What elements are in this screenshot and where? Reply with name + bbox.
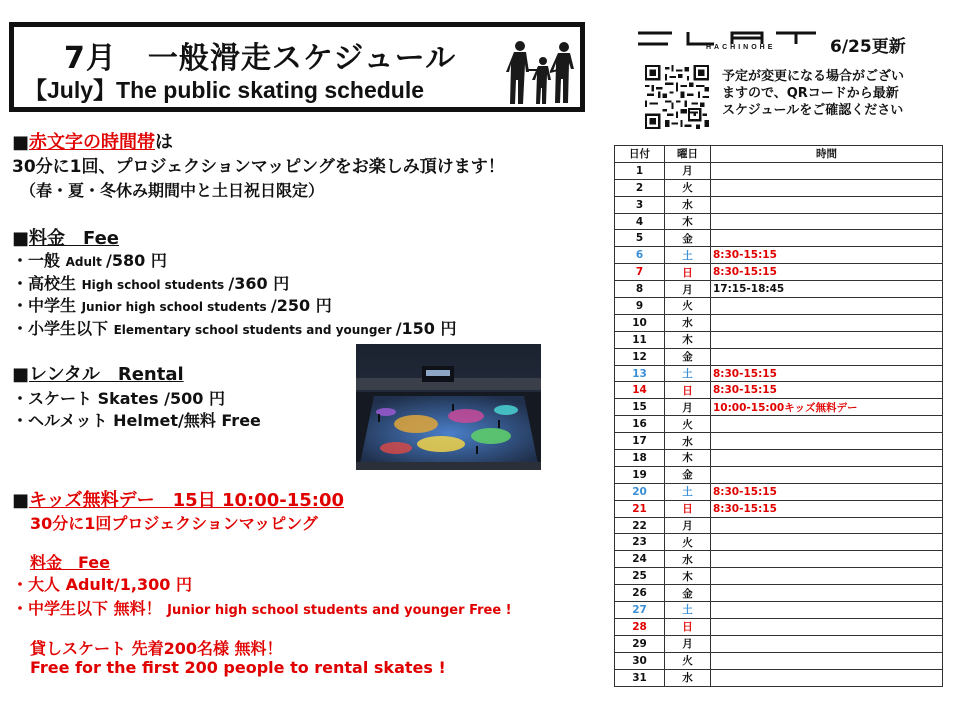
schedule-date: 21 (615, 500, 665, 517)
schedule-date: 17 (615, 433, 665, 450)
title-en: 【July】The public skating schedule (24, 77, 425, 103)
schedule-date: 22 (615, 517, 665, 534)
schedule-day: 日 (665, 264, 711, 281)
schedule-time (711, 162, 943, 179)
projection-line2: （春・夏・冬休み期間中と土日祝日限定） (20, 181, 325, 200)
schedule-time (711, 618, 943, 635)
schedule-date: 12 (615, 348, 665, 365)
schedule-date: 6 (615, 247, 665, 264)
schedule-date: 18 (615, 450, 665, 467)
schedule-time (711, 179, 943, 196)
qr-code-icon[interactable] (645, 65, 709, 129)
schedule-date: 16 (615, 416, 665, 433)
fee-item-en: High school students (81, 278, 229, 292)
kids-sub: 30分に1回プロジェクションマッピング (30, 514, 318, 533)
schedule-day: 火 (665, 179, 711, 196)
schedule-day: 木 (665, 568, 711, 585)
schedule-date: 15 (615, 399, 665, 416)
fee-item-price: /250 円 (270, 296, 332, 315)
updated-date: 6/25更新 (830, 37, 906, 57)
square-bullet: ■ (12, 490, 30, 511)
schedule-day: 金 (665, 230, 711, 247)
schedule-day: 月 (665, 635, 711, 652)
notice-line: 予定が変更になる場合がござい (722, 69, 905, 84)
schedule-row (615, 298, 943, 315)
schedule-row (615, 585, 943, 602)
schedule-row (615, 179, 943, 196)
schedule-row (615, 247, 943, 264)
notice-line: スケジュールをご確認ください (722, 103, 904, 118)
rental-heading (12, 360, 184, 386)
schedule-day: 月 (665, 517, 711, 534)
kids-rental-en: Free for the first 200 people to rental skates ! (30, 658, 446, 677)
rental-item-skates: ・スケート Skates /500 円 (12, 389, 225, 408)
schedule-day: 土 (665, 247, 711, 264)
schedule-date: 9 (615, 298, 665, 315)
kids-fee-free-jp: ・中学生以下 無料！ (12, 599, 168, 618)
kids-fee-free (12, 596, 512, 619)
schedule-time (711, 652, 943, 669)
fee-item-en: Junior high school students (81, 300, 271, 314)
schedule-time (711, 602, 943, 619)
fee-heading-text: 料金 Fee (29, 228, 119, 249)
schedule-day: 月 (665, 281, 711, 298)
header-date: 日付 (615, 146, 665, 163)
schedule-row (615, 399, 943, 416)
fee-item-price: /360 円 (228, 274, 290, 293)
ice-rink-photo (356, 344, 541, 470)
schedule-row (615, 213, 943, 230)
schedule-time (711, 213, 943, 230)
schedule-row (615, 500, 943, 517)
schedule-row (615, 416, 943, 433)
logo-subtitle: HACHINOHE (706, 44, 776, 51)
square-bullet: ■ (12, 364, 30, 385)
fee-item-jp: ・小学生以下 (12, 319, 114, 338)
schedule-day: 日 (665, 618, 711, 635)
rental-item-helmet: ・ヘルメット Helmet/無料 Free (12, 411, 261, 430)
schedule-date: 26 (615, 585, 665, 602)
rental-heading-text: レンタル Rental (29, 364, 184, 385)
schedule-row (615, 331, 943, 348)
schedule-row (615, 433, 943, 450)
fee-item-highschool (12, 271, 289, 294)
schedule-date: 27 (615, 602, 665, 619)
kids-heading-text: キッズ無料デー 15日 10:00-15:00 (29, 490, 345, 511)
schedule-row (615, 450, 943, 467)
schedule-row (615, 568, 943, 585)
schedule-day: 日 (665, 500, 711, 517)
schedule-date: 2 (615, 179, 665, 196)
schedule-date: 29 (615, 635, 665, 652)
schedule-day: 金 (665, 466, 711, 483)
schedule-time: 10:00-15:00キッズ無料デー (711, 399, 943, 416)
schedule-date: 14 (615, 382, 665, 399)
schedule-row (615, 466, 943, 483)
fee-item-jp: ・中学生 (12, 296, 82, 315)
schedule-day: 日 (665, 382, 711, 399)
schedule-row (615, 196, 943, 213)
flat-logo (636, 28, 824, 56)
schedule-day: 木 (665, 331, 711, 348)
kids-heading (12, 486, 344, 512)
schedule-date: 13 (615, 365, 665, 382)
schedule-day: 木 (665, 213, 711, 230)
schedule-date: 20 (615, 483, 665, 500)
schedule-day: 火 (665, 534, 711, 551)
schedule-row (615, 365, 943, 382)
fee-item-juniorhigh (12, 293, 332, 316)
schedule-row (615, 534, 943, 551)
schedule-time: 8:30-15:15 (711, 483, 943, 500)
schedule-time (711, 230, 943, 247)
title-box (9, 22, 585, 112)
schedule-date: 10 (615, 314, 665, 331)
schedule-day: 火 (665, 416, 711, 433)
schedule-time: 8:30-15:15 (711, 247, 943, 264)
schedule-row (615, 348, 943, 365)
fee-item-elementary (12, 316, 457, 339)
schedule-date: 3 (615, 196, 665, 213)
schedule-day: 木 (665, 450, 711, 467)
schedule-day: 金 (665, 585, 711, 602)
schedule-time: 8:30-15:15 (711, 382, 943, 399)
schedule-date: 24 (615, 551, 665, 568)
schedule-time (711, 517, 943, 534)
family-silhouette-icon (506, 39, 580, 107)
schedule-day: 月 (665, 399, 711, 416)
schedule-day: 水 (665, 669, 711, 686)
header-day: 曜日 (665, 146, 711, 163)
schedule-time: 17:15-18:45 (711, 281, 943, 298)
fee-item-en: Adult (65, 255, 107, 269)
fee-item-jp: ・一般 (12, 251, 66, 270)
schedule-row (615, 517, 943, 534)
schedule-date: 8 (615, 281, 665, 298)
schedule-time (711, 534, 943, 551)
schedule-day: 水 (665, 314, 711, 331)
notice-line: ますので、QRコードから最新 (722, 86, 899, 101)
title-jp: 7月 一般滑走スケジュール (64, 41, 457, 76)
fee-item-price: /580 円 (106, 251, 167, 270)
schedule-table (614, 145, 943, 687)
kids-rental-jp: 貸しスケート 先着200名様 無料！ (30, 639, 283, 658)
notice-text (722, 68, 904, 119)
schedule-date: 25 (615, 568, 665, 585)
kids-fee-free-en: Junior high school students and younger Free ! (167, 603, 512, 618)
schedule-header-row (615, 146, 943, 163)
schedule-row (615, 314, 943, 331)
kids-fee-heading: 料金 Fee (30, 553, 110, 572)
schedule-time (711, 298, 943, 315)
schedule-day: 土 (665, 365, 711, 382)
fee-item-adult (12, 248, 167, 271)
schedule-day: 水 (665, 551, 711, 568)
schedule-time (711, 669, 943, 686)
schedule-date: 19 (615, 466, 665, 483)
schedule-row (615, 230, 943, 247)
fee-item-jp: ・高校生 (12, 274, 82, 293)
square-bullet: ■ (12, 132, 30, 153)
schedule-time (711, 314, 943, 331)
schedule-date: 7 (615, 264, 665, 281)
schedule-time (711, 196, 943, 213)
schedule-date: 11 (615, 331, 665, 348)
schedule-day: 金 (665, 348, 711, 365)
schedule-row (615, 618, 943, 635)
schedule-date: 30 (615, 652, 665, 669)
schedule-row (615, 602, 943, 619)
schedule-day: 土 (665, 602, 711, 619)
schedule-date: 5 (615, 230, 665, 247)
projection-heading (12, 128, 173, 154)
schedule-time: 8:30-15:15 (711, 264, 943, 281)
schedule-row (615, 264, 943, 281)
schedule-time (711, 331, 943, 348)
fee-item-en: Elementary school students and younger (113, 323, 396, 337)
schedule-day: 火 (665, 652, 711, 669)
schedule-time (711, 551, 943, 568)
schedule-time: 8:30-15:15 (711, 365, 943, 382)
projection-heading-suffix: は (155, 132, 174, 153)
schedule-date: 28 (615, 618, 665, 635)
schedule-time (711, 348, 943, 365)
schedule-row (615, 162, 943, 179)
schedule-time: 8:30-15:15 (711, 500, 943, 517)
schedule-time (711, 450, 943, 467)
schedule-time (711, 416, 943, 433)
projection-line1: 30分に1回、プロジェクションマッピングをお楽しみ頂けます！ (12, 157, 505, 177)
schedule-time (711, 568, 943, 585)
schedule-day: 火 (665, 298, 711, 315)
schedule-day: 月 (665, 162, 711, 179)
fee-item-price: /150 円 (395, 319, 457, 338)
square-bullet: ■ (12, 228, 30, 249)
schedule-row (615, 652, 943, 669)
schedule-time (711, 433, 943, 450)
projection-heading-red: 赤文字の時間帯 (29, 132, 156, 153)
schedule-date: 4 (615, 213, 665, 230)
schedule-row (615, 551, 943, 568)
header-time: 時間 (711, 146, 943, 163)
fee-heading (12, 224, 119, 250)
schedule-day: 水 (665, 196, 711, 213)
schedule-row (615, 382, 943, 399)
schedule-row (615, 483, 943, 500)
schedule-row (615, 281, 943, 298)
schedule-date: 23 (615, 534, 665, 551)
schedule-date: 1 (615, 162, 665, 179)
schedule-day: 土 (665, 483, 711, 500)
schedule-time (711, 635, 943, 652)
schedule-row (615, 635, 943, 652)
schedule-row (615, 669, 943, 686)
kids-fee-adult: ・大人 Adult/1,300 円 (12, 575, 192, 594)
schedule-day: 水 (665, 433, 711, 450)
schedule-time (711, 466, 943, 483)
schedule-date: 31 (615, 669, 665, 686)
schedule-time (711, 585, 943, 602)
